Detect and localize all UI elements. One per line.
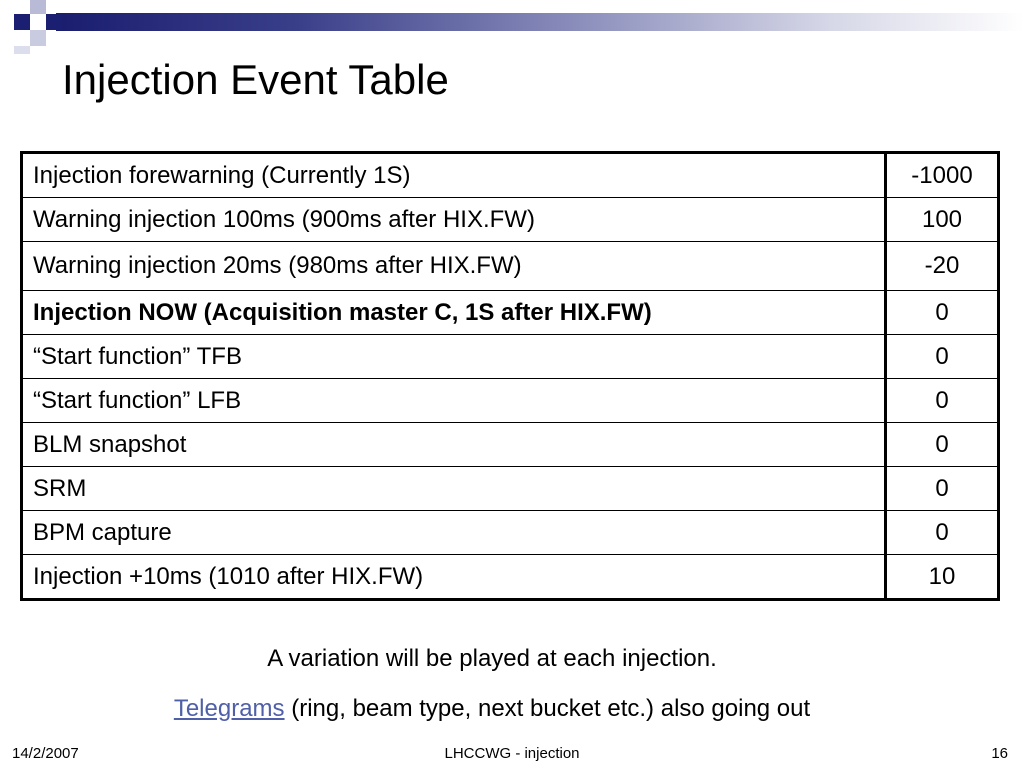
header-gradient-bar [56,13,1024,31]
table-row [22,511,999,555]
event-value: 100 [886,198,999,242]
event-label: Injection forewarning (Currently 1S) [22,153,886,198]
event-label: “Start function” LFB [22,379,886,423]
decor-square [30,30,46,46]
event-value: 0 [886,379,999,423]
event-value: 0 [886,335,999,379]
event-label: Injection NOW (Acquisition master C, 1S after HIX.FW) [22,291,886,335]
table-row [22,467,999,511]
decor-square [30,0,46,14]
header-band [0,0,1024,44]
event-label: BLM snapshot [22,423,886,467]
variation-note: A variation will be played at each injection. [267,645,717,672]
table-row [22,423,999,467]
event-value: 0 [886,511,999,555]
event-label: “Start function” TFB [22,335,886,379]
decor-square [46,14,62,30]
slide-title: Injection Event Table [62,56,449,103]
event-value: -20 [886,242,999,291]
footer-title: LHCCWG - injection [444,745,580,762]
table-row [22,153,999,198]
telegrams-note [0,695,984,723]
event-value: 10 [886,555,999,600]
event-label: Warning injection 20ms (980ms after HIX.FW) [22,242,886,291]
table-row [22,335,999,379]
event-label: Injection +10ms (1010 after HIX.FW) [22,555,886,600]
table-row [22,291,999,335]
page-number: 16 [991,745,1008,762]
table-row [22,198,999,242]
event-value: 0 [886,291,999,335]
telegrams-text: (ring, beam type, next bucket etc.) also going out [284,695,811,722]
injection-event-table [20,151,1000,601]
event-label: SRM [22,467,886,511]
decor-square [14,14,30,30]
table-row [22,555,999,600]
table-row [22,379,999,423]
table-row [22,242,999,291]
telegrams-link[interactable]: Telegrams [173,695,285,722]
event-value: -1000 [886,153,999,198]
decor-square [14,46,30,54]
event-label: BPM capture [22,511,886,555]
event-value: 0 [886,423,999,467]
footer-date: 14/2/2007 [12,745,79,762]
event-label: Warning injection 100ms (900ms after HIX.FW) [22,198,886,242]
event-value: 0 [886,467,999,511]
